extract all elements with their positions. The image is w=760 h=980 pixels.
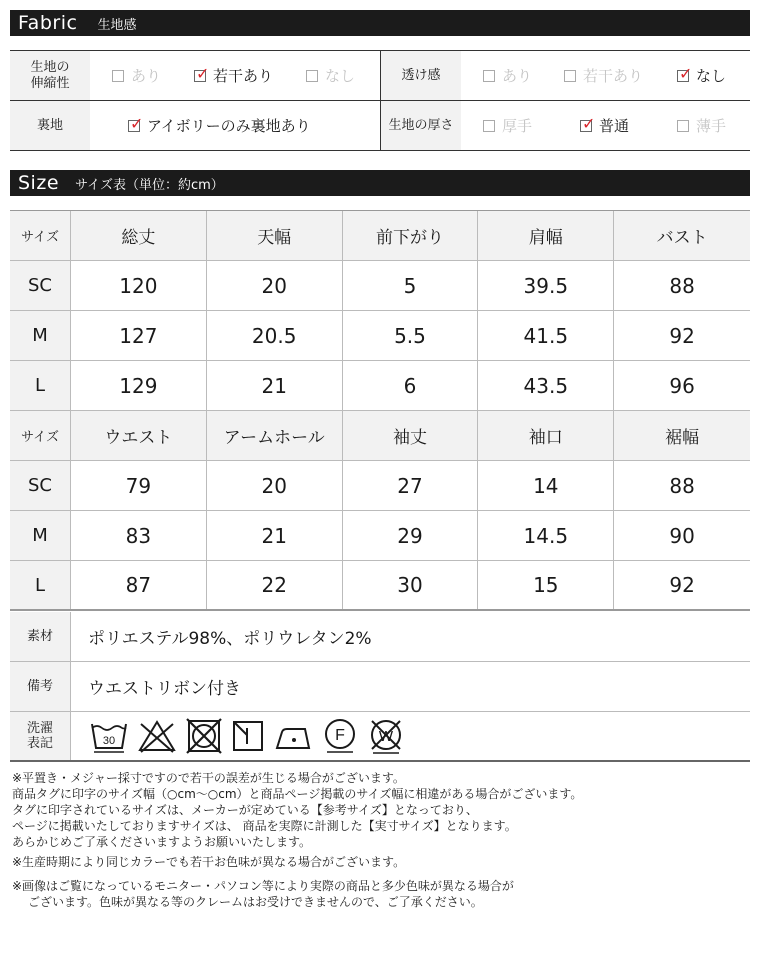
column-header: 天幅 — [207, 211, 343, 260]
value-cell: 90 — [669, 523, 695, 548]
lining-option: ✓ アイボリーのみ裏地あり — [130, 113, 311, 135]
stretch-option-yes: あり — [112, 51, 161, 100]
fabric-header-bar — [10, 10, 750, 36]
checkbox-checked-icon: ✓ — [130, 113, 144, 133]
note-line: あらかじめご了承くださいますようお願いいたします。 — [12, 835, 312, 849]
column-header: 前下がり — [343, 211, 479, 260]
value-cell: 96 — [669, 373, 695, 398]
size-table-header-2 — [10, 411, 750, 461]
value-cell: 21 — [207, 361, 343, 410]
column-header: 肩幅 — [478, 211, 614, 260]
value-cell: 88 — [669, 273, 695, 298]
table-row — [10, 461, 750, 511]
value-cell: 14 — [478, 461, 614, 510]
table-row — [10, 511, 750, 561]
size-subtitle: サイズ表（単位：約cm） — [75, 177, 224, 193]
value-cell: 5.5 — [343, 311, 479, 360]
column-header: 裾幅 — [665, 428, 700, 448]
value-cell: 79 — [71, 461, 207, 510]
note-line: ページに掲載いたしておりますサイズは、 商品を実際に計測した【実寸サイズ】となります。 — [12, 819, 517, 833]
checkbox-icon — [483, 70, 495, 82]
fabric-divider — [380, 51, 381, 150]
sheerness-option-no: ✓ なし — [679, 63, 727, 85]
table-row — [10, 311, 750, 361]
size-cell: L — [10, 561, 71, 609]
column-header: 袖口 — [478, 411, 614, 460]
note-line: タグに印字されているサイズは、メーカーが定めている【参考サイズ】となっており、 — [12, 803, 478, 817]
remarks-row — [10, 662, 750, 712]
sheerness-option-yes: あり — [483, 51, 532, 100]
checkbox-icon — [306, 70, 318, 82]
table-row — [10, 261, 750, 311]
size-table — [10, 210, 750, 611]
table-row — [10, 361, 750, 411]
material-label: 素材 — [10, 612, 71, 661]
note-line: ございます。色味が異なる等のクレームはお受けできませんので、ご了承ください。 — [28, 895, 483, 909]
remarks-value: ウエストリボン付き — [88, 679, 241, 699]
iron-low-icon — [273, 718, 313, 754]
value-cell: 41.5 — [478, 311, 614, 360]
column-header: バスト — [656, 228, 708, 248]
dry-clean-f-icon — [321, 717, 359, 755]
value-cell: 92 — [669, 323, 695, 348]
column-header: 袖丈 — [343, 411, 479, 460]
checkbox-icon — [483, 120, 495, 132]
value-cell: 43.5 — [478, 361, 614, 410]
sheerness-option-slight: 若干あり — [564, 51, 643, 100]
value-cell: 129 — [71, 361, 207, 410]
checkbox-icon — [564, 70, 576, 82]
lining-label: 裏地 — [10, 101, 90, 150]
note-line: ※生産時期により同じカラーでも若干お色味が異なる場合がございます。 — [12, 855, 406, 869]
sheerness-label: 透け感 — [381, 51, 461, 100]
value-cell: 20 — [207, 461, 343, 510]
checkbox-checked-icon: ✓ — [196, 63, 210, 83]
value-cell: 20.5 — [207, 311, 343, 360]
stretch-option-slight: ✓ 若干あり — [196, 63, 274, 85]
stretch-label: 生地の 伸縮性 — [10, 51, 90, 100]
note-line: ※平置き・メジャー採寸ですので若干の誤差が生じる場合がございます。 — [12, 771, 405, 785]
fabric-subtitle: 生地感 — [97, 17, 137, 33]
fabric-title: Fabric — [18, 12, 78, 34]
table-row — [10, 561, 750, 611]
svg-text:W: W — [378, 728, 394, 745]
value-cell: 14.5 — [478, 511, 614, 560]
svg-text:F: F — [335, 727, 345, 744]
size-title: Size — [18, 172, 60, 194]
column-header: ウエスト — [71, 411, 207, 460]
value-cell: 27 — [343, 461, 479, 510]
value-cell: 20 — [207, 261, 343, 310]
stretch-option-no: なし — [306, 51, 355, 100]
value-cell: 127 — [71, 311, 207, 360]
size-cell: M — [10, 311, 71, 360]
material-row — [10, 612, 750, 662]
fabric-table — [10, 50, 750, 151]
size-cell: SC — [10, 461, 71, 510]
thickness-option-normal: ✓ 普通 — [582, 113, 630, 135]
value-cell: 6 — [343, 361, 479, 410]
notes — [12, 770, 752, 910]
no-bleach-icon — [137, 718, 177, 754]
size-header-bar — [10, 170, 750, 196]
size-column-label: サイズ — [10, 211, 71, 260]
thickness-option-thin: 薄手 — [677, 101, 726, 150]
note-line: ※画像はご覧になっているモニター・パソコン等により実際の商品と多少色味が異なる場合が — [12, 879, 514, 893]
remarks-label: 備考 — [10, 662, 71, 711]
svg-text:30: 30 — [102, 735, 116, 747]
size-column-label: サイズ — [10, 411, 71, 460]
value-cell: 30 — [343, 561, 479, 609]
value-cell: 5 — [343, 261, 479, 310]
thickness-label: 生地の厚さ — [381, 101, 461, 150]
wash-30-icon — [89, 718, 129, 754]
value-cell: 88 — [669, 473, 695, 498]
value-cell: 92 — [669, 573, 695, 597]
material-value: ポリエステル98%、ポリウレタン2% — [88, 629, 372, 649]
value-cell: 120 — [71, 261, 207, 310]
value-cell: 29 — [343, 511, 479, 560]
no-tumble-dry-icon — [185, 718, 223, 754]
column-header: 総丈 — [71, 211, 207, 260]
no-wet-clean-icon — [367, 717, 405, 755]
value-cell: 39.5 — [478, 261, 614, 310]
note-line: 商品タグに印字のサイズ幅（○cm〜○cm）と商品ページ掲載のサイズ幅に相違がある場合がございます。 — [12, 787, 583, 801]
size-cell: SC — [10, 261, 71, 310]
size-table-header-1 — [10, 211, 750, 261]
line-dry-shade-icon — [231, 718, 265, 754]
checkbox-checked-icon: ✓ — [582, 113, 596, 133]
value-cell: 83 — [71, 511, 207, 560]
column-header: アームホール — [207, 411, 343, 460]
value-cell: 87 — [71, 561, 207, 609]
product-info-table — [10, 612, 750, 762]
care-row — [10, 712, 750, 762]
care-label: 洗濯 表記 — [10, 712, 71, 760]
size-cell: L — [10, 361, 71, 410]
value-cell: 21 — [207, 511, 343, 560]
checkbox-icon — [677, 120, 689, 132]
checkbox-checked-icon: ✓ — [679, 63, 693, 83]
thickness-option-thick: 厚手 — [483, 101, 532, 150]
value-cell: 15 — [478, 561, 614, 609]
size-cell: M — [10, 511, 71, 560]
checkbox-icon — [112, 70, 124, 82]
care-icons — [71, 712, 750, 760]
value-cell: 22 — [207, 561, 343, 609]
